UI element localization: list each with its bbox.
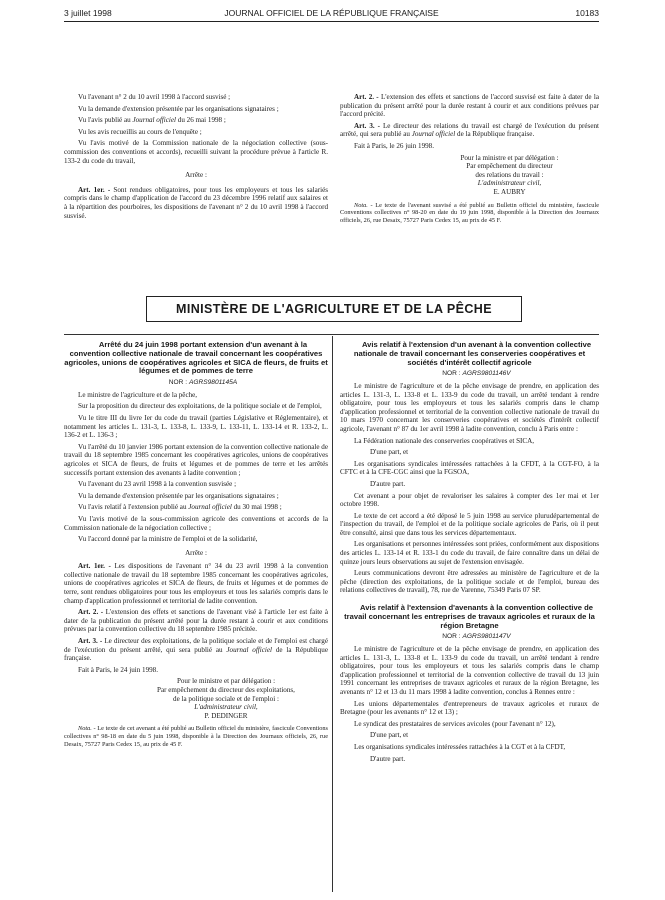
- header-journal-title: JOURNAL OFFICIEL DE LA RÉPUBLIQUE FRANÇAISE: [224, 8, 439, 18]
- nota: Nota. - Le texte de cet avenant a été publié au Bulletin officiel du ministère, fascicule Conventions collectives n° 98-18 en date du 5 juin 1998, disponible à la Direction des Journaux officiels, 26, rue Desaix, 75727 Paris Cedex 15, au prix de 45 F.: [64, 725, 328, 748]
- nor-reference: NOR : AGRS9801145A: [168, 379, 238, 387]
- visa-avenant: Vu l'avenant n° 2 du 10 avril 1998 à l'accord susvisé ;: [78, 93, 231, 101]
- article-1: Art. 1er. - Sont rendues obligatoires, pour tous les employeurs et tous les salariés compris dans le champ d'application de l'accord du 23 décembre 1996 relatif aux salaires et à la répartition des pourboires, les dispositions de l'avenant n° 2 du 10 avril 1998 à l'accord susvisé.: [64, 185, 328, 220]
- fait-a-paris: Fait à Paris, le 24 juin 1998.: [78, 665, 158, 674]
- section-rule: [64, 334, 599, 335]
- nor-reference: NOR : AGRS9801146V: [442, 370, 511, 378]
- article-2: Art. 2. - L'extension des effets et sanctions de l'avenant visé à l'article 1er est faite à dater de la publication du présent arrêté pour la durée restant à courir et aux conditions prévues par la convention collective du 18 septembre 1985 précitée.: [64, 608, 328, 634]
- fait-a-paris: Fait à Paris, le 26 juin 1998.: [354, 141, 434, 150]
- avis-1-title: Avis relatif à l'extension d'un avenant à la convention collective nationale de travail concernant les conserveries coopératives et sociétés d'intérêt collectif agricole: [353, 340, 592, 367]
- signature-block: Pour la ministre et par délégation : Par empêchement du directeur des relations du travail : L'administrateur civil, E. AUBRY: [340, 154, 599, 197]
- article-3: Art. 3. - Le directeur des relations du travail est chargé de l'exécution du présent arrêté, qui sera publié au Journal officiel de la République française.: [340, 121, 599, 139]
- signature-block: Pour le ministre et par délégation : Par empêchement du directeur des exploitations, de la politique sociale et de l'emploi : L'administrateur civil, P. DEDINGER: [64, 677, 328, 720]
- visa-avis: Vu l'avis publié au Journal officiel du 26 mai 1998 ;: [78, 116, 226, 125]
- article-3: Art. 3. - Le directeur des exploitations, de la politique sociale et de l'emploi est chargé de l'exécution du présent arrêté, qui sera publié au Journal officiel de la République française.: [64, 637, 329, 663]
- header-date: 3 juillet 1998: [64, 8, 112, 18]
- article-title: Arrêté du 24 juin 1998 portant extension d'un avenant à la convention collective nationale de travail concernant les coopératives agricoles, unions de coopératives agricoles et SICA de fleurs, de fruits et légumes et de pommes de terre: [64, 340, 328, 376]
- ministry-heading: MINISTÈRE DE L'AGRICULTURE ET DE LA PÊCHE: [146, 296, 522, 322]
- header-page-number: 10183: [575, 8, 599, 18]
- top-left-column: [64, 93, 328, 223]
- left-article: Arrêté du 24 juin 1998 portant extension d'un avenant à la convention collective nationale de travail concernant les coopératives agricoles, unions de coopératives agricoles et SICA de fleurs, de fruits et légumes et de pommes de terre NOR : AGRS9801145A Le ministre de l'agriculture et de la pêche, Sur la proposition du directeur des exploitations, de la politique sociale et de l'emploi, Vu le titre III du livre Ier du code du travail (parties Législative et Réglementaire), et notamment les articles L. 131-3, L. 133-8, L. 133-9, L. 133-11, L. 133-14 et R. 133-2, L. 136-2 et L. 136-3 ; Vu l'arrêté du 10 janvier 1986 portant extension de la convention collective nationale de travail du 18 septembre 1985 concernant les coopératives agricoles, unions de coopératives agricoles et SICA de fleurs, de fruits et légumes et de pommes de terre et les arrêtés successifs portant extension des avenants à ladite convention ; Vu l'avenant du 23 avril 1998 à la convention susvisée ; Vu la demande d'extension présentée par les organisations signataires ; Vu l'avis relatif à l'extension publié au Journal officiel du 30 mai 1998 ; Vu l'avis motivé de la sous-commission agricole des conventions et accords de la Commission nationale de la négociation collective ; Vu l'accord donné par la ministre de l'emploi et de la solidarité, Arrête : Art. 1er. - Les dispositions de l'avenant n° 34 du 23 avril 1998 à la convention collective nationale de travail du 18 septembre 1985 concernant les coopératives agricoles, unions de coopératives agricoles et SICA de fleurs, de fruits et légumes et de pommes de terre, sont rendues obligatoires pour tous les employeurs et tous les salariés compris dans le champ d'application professionnel et territorial de ladite convention. Art. 2. - L'extension des effets et sanctions de l'avenant visé à l'article 1er est faite à dater de la publication du présent arrêté pour la durée restant à courir et aux conditions prévues par la convention collective du 18 septembre 1985 précitée. Art. 3. - Le directeur des exploitations, de la politique sociale et de l'emploi est chargé de l'exécution du présent arrêté, qui sera publié au Journal officiel de la République française. Fait à Paris, le 24 juin 1998. Pour le ministre et par délégation : Par empêchement du directeur des exploitations, de la politique sociale et de l'emploi : L'administrateur civil, P. DEDINGER Nota. - Le texte de cet avenant a été publié au Bulletin officiel du ministère, fascicule Conventions collectives n° 98-18 en date du 5 juin 1998, disponible à la Direction des Journaux officiels, 26, rue Desaix, 75727 Paris Cedex 15, au prix de 45 F.: [64, 340, 329, 748]
- right-articles: Avis relatif à l'extension d'un avenant à la convention collective nationale de travail concernant les conserveries coopératives et sociétés d'intérêt collectif agricole NOR : AGRS9801146V Le ministre de l'agriculture et de la pêche envisage de prendre, en application des articles L. 131-3, L. 133-8 et L. 133-9 du code du travail, un arrêté tendant à rendre obligatoire, pour tous les employeurs et tous les salariés compris dans le champ d'application professionnel et territorial de la convention collective nationale de travail du 10 mars 1970 concernant les conserveries coopératives et sociétés d'intérêt collectif agricole, l'avenant n° 87 du 1er avril 1998 à ladite convention, conclu à Paris entre : La Fédération nationale des conserveries coopératives et SICA, D'une part, et Les organisations syndicales intéressées rattachées à la CFDT, à la CGT-FO, à la CFTC et à la CFE-CGC ainsi que la FGSOA, D'autre part. Cet avenant a pour objet de revaloriser les salaires à compter des 1er mai et 1er octobre 1998. Le texte de cet accord a été déposé le 5 juin 1998 au service plurudépartemental de l'inspection du travail, de l'emploi et de la politique sociale agricoles de Paris, où il peut être consulté, ainsi que dans tous les services départementaux. Les organisations et personnes intéressées sont priées, conformément aux dispositions des articles L. 133-14 et R. 133-1 du code du travail, de faire connaître dans un délai de quinze jours leurs observations au sujet de l'extension envisagée. Leurs communications devront être adressées au ministère de l'agriculture et de la pêche (direction des exploitations, de la politique sociale et de l'emploi, bureau des relations collectives de travail), 78, rue de Varenne, 75349 Paris 07 SP. Avis relatif à l'extension d'avenants à la convention collective de travail concernant les entreprises de travaux agricoles et ruraux de la région Bretagne NOR : AGRS9801147V Le ministre de l'agriculture et de la pêche envisage de prendre, en application des articles L. 131-3, L. 133-8 et L. 133-9 du code du travail, un arrêté tendant à rendre obligatoires, pour tous les employeurs et tous les salariés compris dans le champ d'application professionnel et territorial de la convention collective de travail du 13 juin 1991 concernant les entreprises de travaux agricoles et ruraux de la région Bretagne, les avenants n° 12 et 13 du 11 mars 1998 à ladite convention, conclus à Rennes entre : Les unions départementales d'entrepreneurs de travaux agricoles et ruraux de Bretagne (pour les avenants n° 12 et 13) ; Le syndicat des prestataires de services avicoles (pour l'avenant n° 12), D'une part, et Les organisations syndicales intéressées rattachées à la CGT et à la CFDT, D'autre part.: [340, 340, 599, 763]
- nor-reference: NOR : AGRS9801147V: [442, 633, 511, 641]
- avis-2-title: Avis relatif à l'extension d'avenants à la convention collective de travail concernant les entreprises de travaux agricoles et ruraux de la région Bretagne: [344, 603, 595, 630]
- header-rule: [64, 21, 599, 22]
- arrete-label: Arrête :: [185, 171, 207, 180]
- signatory-name: P. DEDINGER: [204, 711, 248, 720]
- nota: Nota. - Le texte de l'avenant susvisé a été publié au Bulletin officiel du ministère, fascicule Conventions collectives n° 98-20 en date du 19 juin 1998, disponible à la Direction des Journaux officiels, 26, rue Desaix, 75727 Paris Cedex 15, au prix de 45 F.: [340, 201, 599, 224]
- visa-enquete: Vu les avis recueillis au cours de l'enquête ;: [78, 127, 202, 136]
- visa-demande: Vu la demande d'extension présentée par les organisations signataires ;: [78, 104, 279, 113]
- top-right-column: [340, 93, 599, 227]
- column-divider: [332, 336, 333, 892]
- signatory-name: E. AUBRY: [493, 187, 526, 196]
- visa-commission: Vu l'avis motivé de la Commission nationale de la négociation collective (sous-commission des conventions et accords), recueilli suivant la procédure prévue à l'article R. 133-2 du code du travail,: [64, 139, 328, 165]
- article-1: Art. 1er. - Les dispositions de l'avenant n° 34 du 23 avril 1998 à la convention collective nationale de travail du 18 septembre 1985 concernant les coopératives agricoles, unions de coopératives agricoles et SICA de fleurs, de fruits et légumes et de pommes de terre, sont rendues obligatoires pour tous les employeurs et tous les salariés compris dans le champ d'application professionnel et territorial de ladite convention.: [64, 562, 328, 605]
- arrete-label: Arrête :: [185, 548, 207, 557]
- page-header: [64, 8, 599, 22]
- article-2: Art. 2. - L'extension des effets et sanctions de l'accord susvisé est faite à dater de la publication du présent arrêté pour la durée restant à courir et aux conditions prévues par l'accord précité.: [340, 93, 599, 119]
